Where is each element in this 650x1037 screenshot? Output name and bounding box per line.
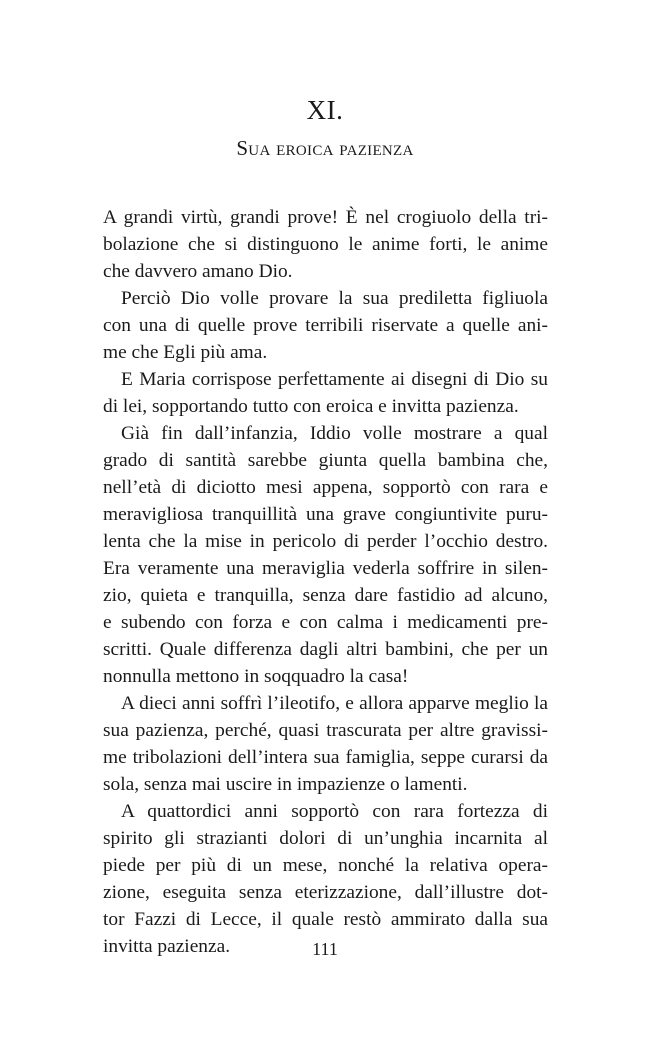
text-line: bolazione che si distinguono le anime forti, le anime [103,234,548,255]
chapter-title: Sua eroica pazienza [236,136,414,160]
text-line: me tribolazioni dell’intera sua famiglia, seppe curarsi da [103,747,548,768]
text-line: zione, eseguita senza eterizzazione, dall’illustre dot- [103,882,548,903]
text-line: A dieci anni soffrì l’ileotifo, e allora apparve meglio la [121,693,548,714]
text-line: invitta pazienza. [103,936,231,957]
text-line: me che Egli più ama. [103,342,268,363]
text-line: zio, quieta e tranquilla, senza dare fastidio ad alcuno, [103,585,548,606]
text-line: E Maria corrispose perfettamente ai disegni di Dio su [121,369,548,390]
text-line: Era veramente una meraviglia vederla soffrire in silen- [103,558,548,579]
text-line: meravigliosa tranquillità una grave congiuntivite puru- [103,504,548,525]
chapter-number: XI. [306,95,344,125]
text-line: che davvero amano Dio. [103,261,293,282]
text-line: e subendo con forza e con calma i medicamenti pre- [103,612,548,633]
text-line: spirito gli strazianti dolori di un’unghia incarnita al [103,828,548,849]
text-line: sola, senza mai uscire in impazienze o lamenti. [103,774,468,795]
text-line: Già fin dall’infanzia, Iddio volle mostrare a qual [121,423,548,444]
text-line: sua pazienza, perché, quasi trascurata per altre gravissi- [103,720,548,741]
text-line: Perciò Dio volle provare la sua prediletta figliuola [121,288,548,309]
text-line: A quattordici anni sopportò con rara fortezza di [121,801,548,822]
text-line: lenta che la mise in pericolo di perder l’occhio destro. [103,531,548,552]
text-line: grado di santità sarebbe giunta quella bambina che, [103,450,548,471]
text-line: tor Fazzi di Lecce, il quale restò ammirato dalla sua [103,909,548,930]
text-line: con una di quelle prove terribili riservate a quelle ani- [103,315,548,336]
text-line: scritti. Quale differenza dagli altri bambini, che per un [103,639,548,660]
body-text [103,204,548,960]
text-line: di lei, sopportando tutto con eroica e invitta pazienza. [103,396,519,417]
page-number: 111 [312,939,338,959]
text-line: A grandi virtù, grandi prove! È nel crogiuolo della tri- [103,207,548,228]
text-line: nell’età di diciotto mesi appena, sopportò con rara e [103,477,548,498]
text-line: piede per più di un mese, nonché la relativa opera- [103,855,548,876]
text-line: nonnulla mettono in soqquadro la casa! [103,666,409,687]
